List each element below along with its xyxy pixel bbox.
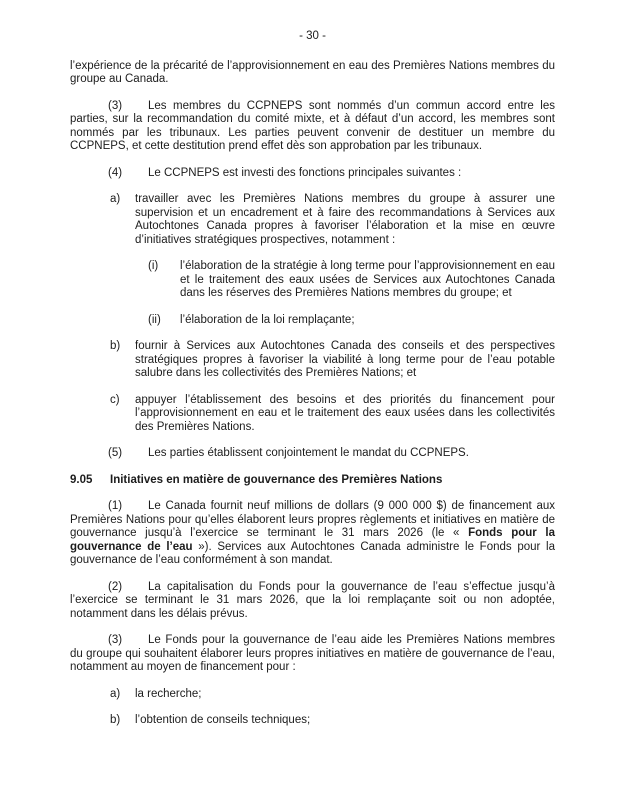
- clause-text: appuyer l’établissement des besoins et des priorités du financement pour l’approvisionnement en eau et le traitement des eaux usées dans les collectivités des Premières Nations.: [135, 393, 555, 433]
- clause-text: fournir à Services aux Autochtones Canada des conseils et des perspectives stratégiques propres à favoriser la viabilité à long terme pour de l’eau potable salubre dans les collectivités des Premières Nations; et: [135, 340, 555, 379]
- clause-text: l’obtention de conseils techniques;: [135, 714, 311, 726]
- paragraph-text-before: Le Canada fournit neuf millions de dollars (9 000 000 $) de financement aux Premières Nations pour qu’elles élaborent leurs propres règlements et initiatives en matière de gouvernance jusqu’à l’exercice se terminant le 31 mars 2026 (le «: [70, 500, 555, 539]
- clause-letter: c): [110, 393, 120, 406]
- paragraph-text: Les parties établissent conjointement le mandat du CCPNEPS.: [148, 447, 469, 459]
- paragraph-text-after: »). Services aux Autochtones Canada administre le Fonds pour la gouvernance de l’eau conformément à son mandat.: [70, 540, 555, 566]
- clause-roman: (i): [148, 260, 159, 272]
- clause-text: travailler avec les Premières Nations membres du groupe à assurer une supervision et un encadrement et à faire des recommandations à Services aux Autochtones Canada propres à favoriser l’élaboration et la mise en œuvre d’initiatives stratégiques prospectives, notamment :: [135, 193, 555, 246]
- paragraph-number: (1): [108, 500, 123, 512]
- clause-letter: a): [110, 687, 121, 700]
- clause-905-3b: [70, 714, 555, 728]
- clause-4b: [70, 340, 555, 381]
- page-number: - 30 -: [299, 30, 326, 42]
- paragraph-905-1: [70, 500, 555, 568]
- paragraph-5: [70, 447, 555, 461]
- paragraph-905-2: [70, 581, 555, 622]
- clause-text: la recherche;: [135, 687, 202, 700]
- clause-letter: a): [110, 193, 121, 205]
- paragraph-text: Le CCPNEPS est investi des fonctions principales suivantes :: [148, 166, 462, 179]
- paragraph-number: (4): [108, 166, 123, 179]
- clause-4a: [70, 193, 555, 247]
- clause-text: l’élaboration de la stratégie à long terme pour l’approvisionnement en eau et le traitement des eaux usées de Services aux Autochtones Canada dans les réserves des Premières Nations membres du groupe; et: [180, 260, 555, 299]
- clause-4a-ii: [70, 314, 555, 328]
- paragraph-4: [70, 167, 555, 181]
- paragraph-continuation: l’expérience de la précarité de l’approvisionnement en eau des Premières Nations membres du groupe au Canada.: [70, 59, 555, 85]
- paragraph-number: (5): [108, 447, 123, 459]
- paragraph-3: [70, 100, 555, 154]
- paragraph-text: Le Fonds pour la gouvernance de l’eau aide les Premières Nations membres du groupe qui souhaitent élaborer leurs propres initiatives en matière de gouvernance de l’eau, notamment au moyen de financement pour :: [70, 634, 555, 673]
- section-heading-905: [70, 474, 555, 488]
- section-number: 9.05: [70, 473, 93, 486]
- clause-letter: b): [110, 340, 121, 352]
- clause-text: l’élaboration de la loi remplaçante;: [180, 313, 355, 326]
- paragraph-text: La capitalisation du Fonds pour la gouvernance de l’eau s’effectue jusqu’à l’exercice se terminant le 31 mars 2026, que la loi remplaçante soit ou non adoptée, notamment dans les délais prévus.: [70, 580, 555, 620]
- clause-4c: [70, 394, 555, 435]
- bold-term-fonds-gouvernance-eau: Fonds pour la gouvernance de l’eau: [70, 527, 555, 553]
- paragraph-905-3: [70, 634, 555, 675]
- clause-905-3a: [70, 688, 555, 702]
- clause-roman: (ii): [148, 313, 161, 326]
- clause-letter: b): [110, 714, 121, 726]
- paragraph-number: (2): [108, 580, 123, 593]
- clause-4a-i: [70, 260, 555, 301]
- paragraph-number: (3): [108, 634, 123, 646]
- paragraph-number: (3): [108, 99, 123, 112]
- section-title: Initiatives en matière de gouvernance des Premières Nations: [110, 473, 443, 486]
- paragraph-text: Les membres du CCPNEPS sont nommés d’un commun accord entre les parties, sur la recommandation du comité mixte, et à défaut d’un accord, les membres sont nommés par les tribunaux. Les parties peuvent convenir de destituer un membre du CCPNEPS, et cette destitution prend effet dès son approbation par les tribunaux.: [70, 99, 555, 152]
